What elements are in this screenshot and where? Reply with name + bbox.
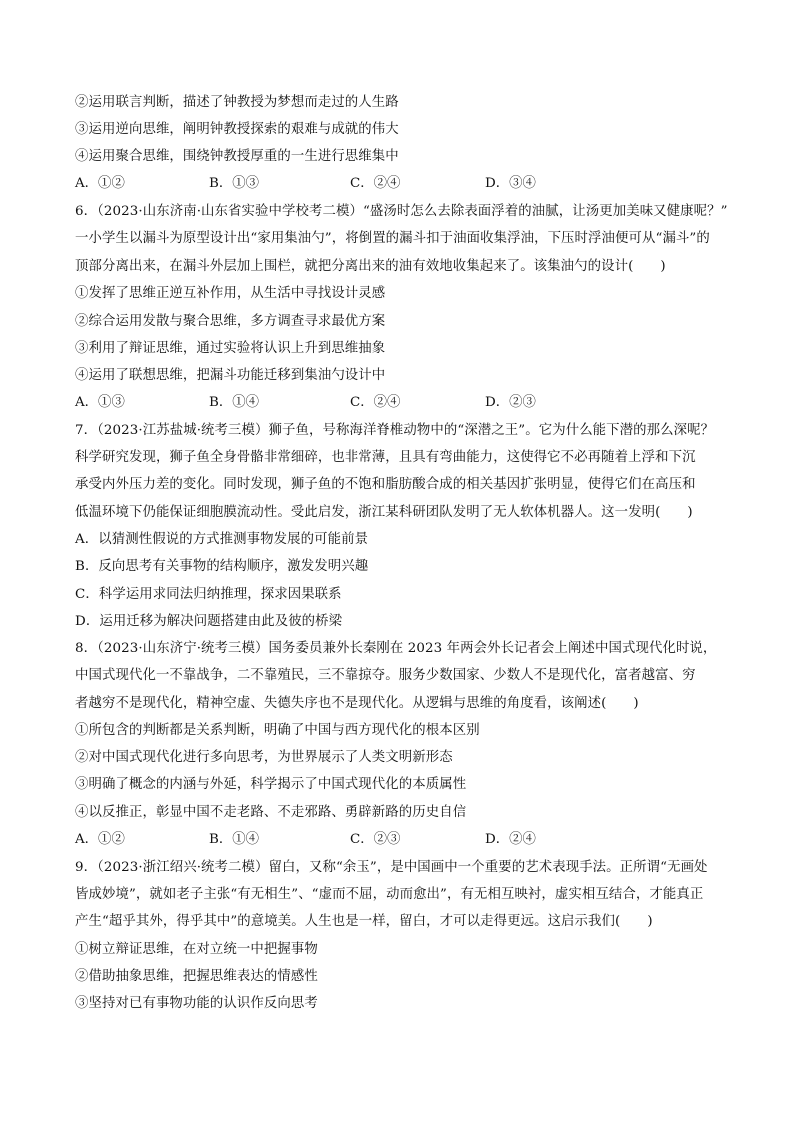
q6-stem-line-3: 顶部分离出来，在漏斗外层加上围栏，就把分离出来的油有效地收集起来了。该集油勺的设计( ) xyxy=(75,259,666,274)
q5-option-c: C．②④ xyxy=(350,176,401,191)
q5-statement-3: ③运用逆向思维，阐明钟教授探索的艰难与成就的伟大 xyxy=(75,122,399,137)
q9-stem-line-1: 9．（2023·浙江绍兴·统考二模）留白，又称“余玉”，是中国画中一个重要的艺术表现手法。正所谓“无画处 xyxy=(75,860,708,875)
q9-statement-2: ②借助抽象思维，把握思维表达的情感性 xyxy=(75,969,318,984)
q6-stem-line-2: 一小学生以漏斗为原型设计出“家用集油勺”，将倒置的漏斗扣于油面收集浮油，下压时浮油便可从“漏斗”的 xyxy=(75,231,710,246)
q5-options xyxy=(75,175,735,193)
q5-option-b: B．①③ xyxy=(209,176,260,191)
q8-option-b: B．①④ xyxy=(209,832,260,847)
q8-statement-4: ④以反推正，彰显中国不走老路、不走邪路、勇辟新路的历史自信 xyxy=(75,805,467,820)
q8-option-d: D．②④ xyxy=(485,832,536,847)
q6-option-b: B．①④ xyxy=(209,395,260,410)
q7-choice-b: B．反向思考有关事物的结构顺序，激发发明兴趣 xyxy=(75,559,369,574)
q7-stem-line-1: 7．（2023·江苏盐城·统考三模）狮子鱼，号称海洋脊椎动物中的“深潜之王”。它为什么能下潜的那么深呢？ xyxy=(75,423,715,438)
q9-stem-line-3: 产生“超乎其外，得乎其中”的意境美。人生也是一样，留白，才可以走得更远。这启示我们( ) xyxy=(75,914,653,929)
q8-statement-3: ③明确了概念的内涵与外延，科学揭示了中国式现代化的本质属性 xyxy=(75,777,467,792)
q5-option-a: A．①② xyxy=(75,176,125,191)
q8-option-a: A．①② xyxy=(75,832,125,847)
q8-option-c: C．②③ xyxy=(350,832,401,847)
q5-statement-4: ④运用聚合思维，围绕钟教授厚重的一生进行思维集中 xyxy=(75,149,399,164)
q6-option-d: D．②③ xyxy=(485,395,536,410)
q7-choice-c: C．科学运用求同法归纳推理，探求因果联系 xyxy=(75,587,342,602)
q8-statement-1: ①所包含的判断都是关系判断，明确了中国与西方现代化的根本区别 xyxy=(75,723,480,738)
q6-option-a: A．①③ xyxy=(75,395,125,410)
q9-statement-3: ③坚持对已有事物功能的认识作反向思考 xyxy=(75,996,318,1011)
q8-stem-line-2: 中国式现代化一不靠战争，二不靠殖民，三不靠掠夺。服务少数国家、少数人不是现代化，富者越富、穷 xyxy=(75,668,696,683)
q7-stem-line-3: 承受内外压力差的变化。同时发现，狮子鱼的不饱和脂肪酸合成的相关基因扩张明显，使得它们在高压和 xyxy=(75,477,696,492)
q7-choice-d: D．运用迁移为解决问题搭建由此及彼的桥梁 xyxy=(75,614,343,629)
q8-stem-line-3: 者越穷不是现代化，精神空虚、失德失序也不是现代化。从逻辑与思维的角度看，该阐述( ) xyxy=(75,696,639,711)
q8-options xyxy=(75,831,735,849)
q6-statement-2: ②综合运用发散与聚合思维，多方调查寻求最优方案 xyxy=(75,314,386,329)
q6-option-c: C．②④ xyxy=(350,395,401,410)
q6-stem-line-1: 6．（2023·山东济南·山东省实验中学校考二模）“盛汤时怎么去除表面浮着的油腻，让汤更加美味又健康呢？” xyxy=(75,204,728,219)
q7-choice-a: A．以猜测性假说的方式推测事物发展的可能前景 xyxy=(75,532,369,547)
q9-statement-1: ①树立辩证思维，在对立统一中把握事物 xyxy=(75,942,318,957)
q7-stem-line-4: 低温环境下仍能保证细胞膜流动性。受此启发，浙江某科研团队发明了无人软体机器人。这一发明( ) xyxy=(75,505,693,520)
q6-options xyxy=(75,394,735,412)
q8-statement-2: ②对中国式现代化进行多向思考，为世界展示了人类文明新形态 xyxy=(75,750,453,765)
q6-statement-1: ①发挥了思维正逆互补作用，从生活中寻找设计灵感 xyxy=(75,286,386,301)
q6-statement-4: ④运用了联想思维，把漏斗功能迁移到集油勺设计中 xyxy=(75,368,386,383)
q7-stem-line-2: 科学研究发现，狮子鱼全身骨骼非常细碎，也非常薄，且具有弯曲能力，这使得它不必再随着上浮和下沉 xyxy=(75,450,696,465)
q8-stem-line-1: 8．（2023·山东济宁·统考三模）国务委员兼外长秦刚在 2023 年两会外长记者会上阐述中国式现代化时说， xyxy=(75,641,717,656)
q5-option-d: D．③④ xyxy=(485,176,536,191)
q6-statement-3: ③利用了辩证思维，通过实验将认识上升到思维抽象 xyxy=(75,341,386,356)
q5-statement-2: ②运用联言判断，描述了钟教授为梦想而走过的人生路 xyxy=(75,95,399,110)
q9-stem-line-2: 皆成妙境”，就如老子主张“有无相生”、“虚而不屈，动而愈出”，有无相互映衬，虚实相互结合，才能真正 xyxy=(75,887,704,902)
